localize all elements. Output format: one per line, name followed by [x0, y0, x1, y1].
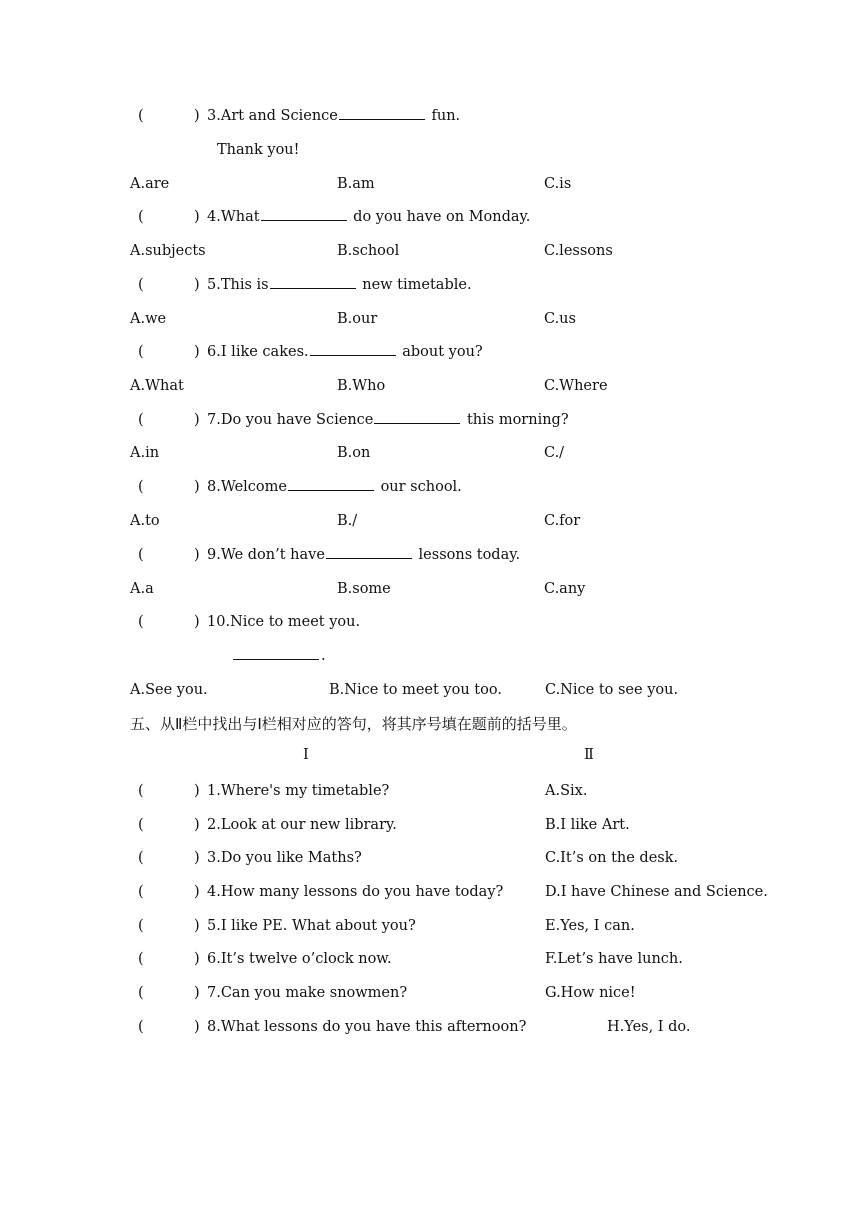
answer-paren-open[interactable]: ( [138, 1019, 144, 1035]
answer-paren-open: ( [138, 614, 144, 630]
option-c[interactable]: C.any [544, 581, 586, 597]
option-a[interactable]: A.a [130, 581, 154, 597]
match-answer: H.Yes, I do. [607, 1019, 691, 1035]
answer-blank[interactable] [261, 207, 347, 221]
option-c[interactable]: C.lessons [544, 243, 613, 259]
question-text: 7.Do you have Science this morning? [207, 412, 569, 428]
question-text: 5.This is new timetable. [207, 277, 472, 293]
answer-paren-open: ( [138, 108, 144, 124]
answer-paren-open[interactable]: ( [138, 985, 144, 1001]
match-answer: G.How nice! [545, 985, 636, 1001]
answer-paren-close: ) [194, 344, 200, 360]
answer-paren-close: ) [194, 951, 200, 967]
match-question: 3.Do you like Maths? [207, 850, 362, 866]
answer-blank[interactable] [374, 410, 460, 424]
answer-blank[interactable] [288, 477, 374, 491]
option-c[interactable]: C./ [544, 445, 565, 461]
option-c[interactable]: C.Where [544, 378, 608, 394]
answer-paren-open: ( [138, 412, 144, 428]
answer-paren-close: ) [194, 108, 200, 124]
match-question: 7.Can you make snowmen? [207, 985, 408, 1001]
answer-blank[interactable] [233, 646, 319, 660]
answer-paren-close: ) [194, 277, 200, 293]
option-c[interactable]: C.is [544, 176, 572, 192]
match-question: 2.Look at our new library. [207, 817, 397, 833]
option-b[interactable]: B.am [337, 176, 375, 192]
answer-paren-close: ) [194, 547, 200, 563]
answer-blank[interactable] [326, 545, 412, 559]
answer-blank[interactable] [310, 342, 396, 356]
answer-paren-open: ( [138, 277, 144, 293]
answer-paren-open[interactable]: ( [138, 817, 144, 833]
option-a[interactable]: A.in [130, 445, 160, 461]
answer-paren-close: ) [194, 850, 200, 866]
answer-paren-open: ( [138, 344, 144, 360]
match-answer: F.Let’s have lunch. [545, 951, 683, 967]
option-b[interactable]: B.some [337, 581, 391, 597]
option-c[interactable]: C.for [544, 513, 581, 529]
question-text: 4.What do you have on Monday. [207, 209, 531, 225]
option-a[interactable]: A.See you. [130, 682, 208, 698]
answer-paren-open[interactable]: ( [138, 918, 144, 934]
answer-paren-close: ) [194, 985, 200, 1001]
answer-blank[interactable] [270, 275, 356, 289]
option-a[interactable]: A.are [130, 176, 170, 192]
option-a[interactable]: A.we [130, 311, 167, 327]
option-c[interactable]: C.Nice to see you. [545, 682, 679, 698]
option-b[interactable]: B.Who [337, 378, 386, 394]
section-5-heading: 五、从Ⅱ栏中找出与Ⅰ栏相对应的答句，将其序号填在题前的括号里。 [130, 715, 577, 733]
option-b[interactable]: B.school [337, 243, 400, 259]
question-text: 8.Welcome our school. [207, 479, 462, 495]
match-answer: C.It’s on the desk. [545, 850, 679, 866]
question-text: 3.Art and Science fun. [207, 108, 461, 124]
question-text: 9.We don’t have lessons today. [207, 547, 521, 563]
option-b[interactable]: B.our [337, 311, 378, 327]
option-c[interactable]: C.us [544, 311, 576, 327]
question-text: 6.I like cakes. about you? [207, 344, 483, 360]
match-answer: B.I like Art. [545, 817, 630, 833]
column-2-heading: Ⅱ [584, 747, 594, 763]
match-question: 1.Where's my timetable? [207, 783, 390, 799]
answer-paren-open: ( [138, 479, 144, 495]
answer-paren-open[interactable]: ( [138, 884, 144, 900]
answer-paren-close: ) [194, 479, 200, 495]
answer-blank[interactable] [339, 106, 425, 120]
option-a[interactable]: A.subjects [130, 243, 206, 259]
answer-paren-close: ) [194, 614, 200, 630]
answer-paren-close: ) [194, 817, 200, 833]
answer-paren-close: ) [194, 918, 200, 934]
answer-paren-close: ) [194, 1019, 200, 1035]
mc-question-10-response: . [233, 646, 326, 666]
mc-question-3-extra: Thank you! [217, 142, 300, 158]
option-b[interactable]: B.on [337, 445, 371, 461]
match-question: 8.What lessons do you have this afternoon? [207, 1019, 527, 1035]
answer-paren-close: ) [194, 209, 200, 225]
answer-paren-close: ) [194, 783, 200, 799]
match-answer: E.Yes, I can. [545, 918, 635, 934]
answer-paren-open[interactable]: ( [138, 783, 144, 799]
answer-paren-open: ( [138, 209, 144, 225]
match-answer: D.I have Chinese and Science. [545, 884, 768, 900]
match-question: 4.How many lessons do you have today? [207, 884, 504, 900]
option-b[interactable]: B.Nice to meet you too. [329, 682, 502, 698]
answer-paren-open: ( [138, 547, 144, 563]
column-1-heading: Ⅰ [303, 747, 309, 763]
option-b[interactable]: B./ [337, 513, 358, 529]
match-question: 5.I like PE. What about you? [207, 918, 416, 934]
option-a[interactable]: A.to [130, 513, 160, 529]
answer-paren-open[interactable]: ( [138, 850, 144, 866]
answer-paren-close: ) [194, 884, 200, 900]
option-a[interactable]: A.What [130, 378, 184, 394]
answer-paren-close: ) [194, 412, 200, 428]
match-question: 6.It’s twelve o’clock now. [207, 951, 392, 967]
match-answer: A.Six. [545, 783, 588, 799]
answer-paren-open[interactable]: ( [138, 951, 144, 967]
question-text: 10.Nice to meet you. [207, 614, 361, 630]
